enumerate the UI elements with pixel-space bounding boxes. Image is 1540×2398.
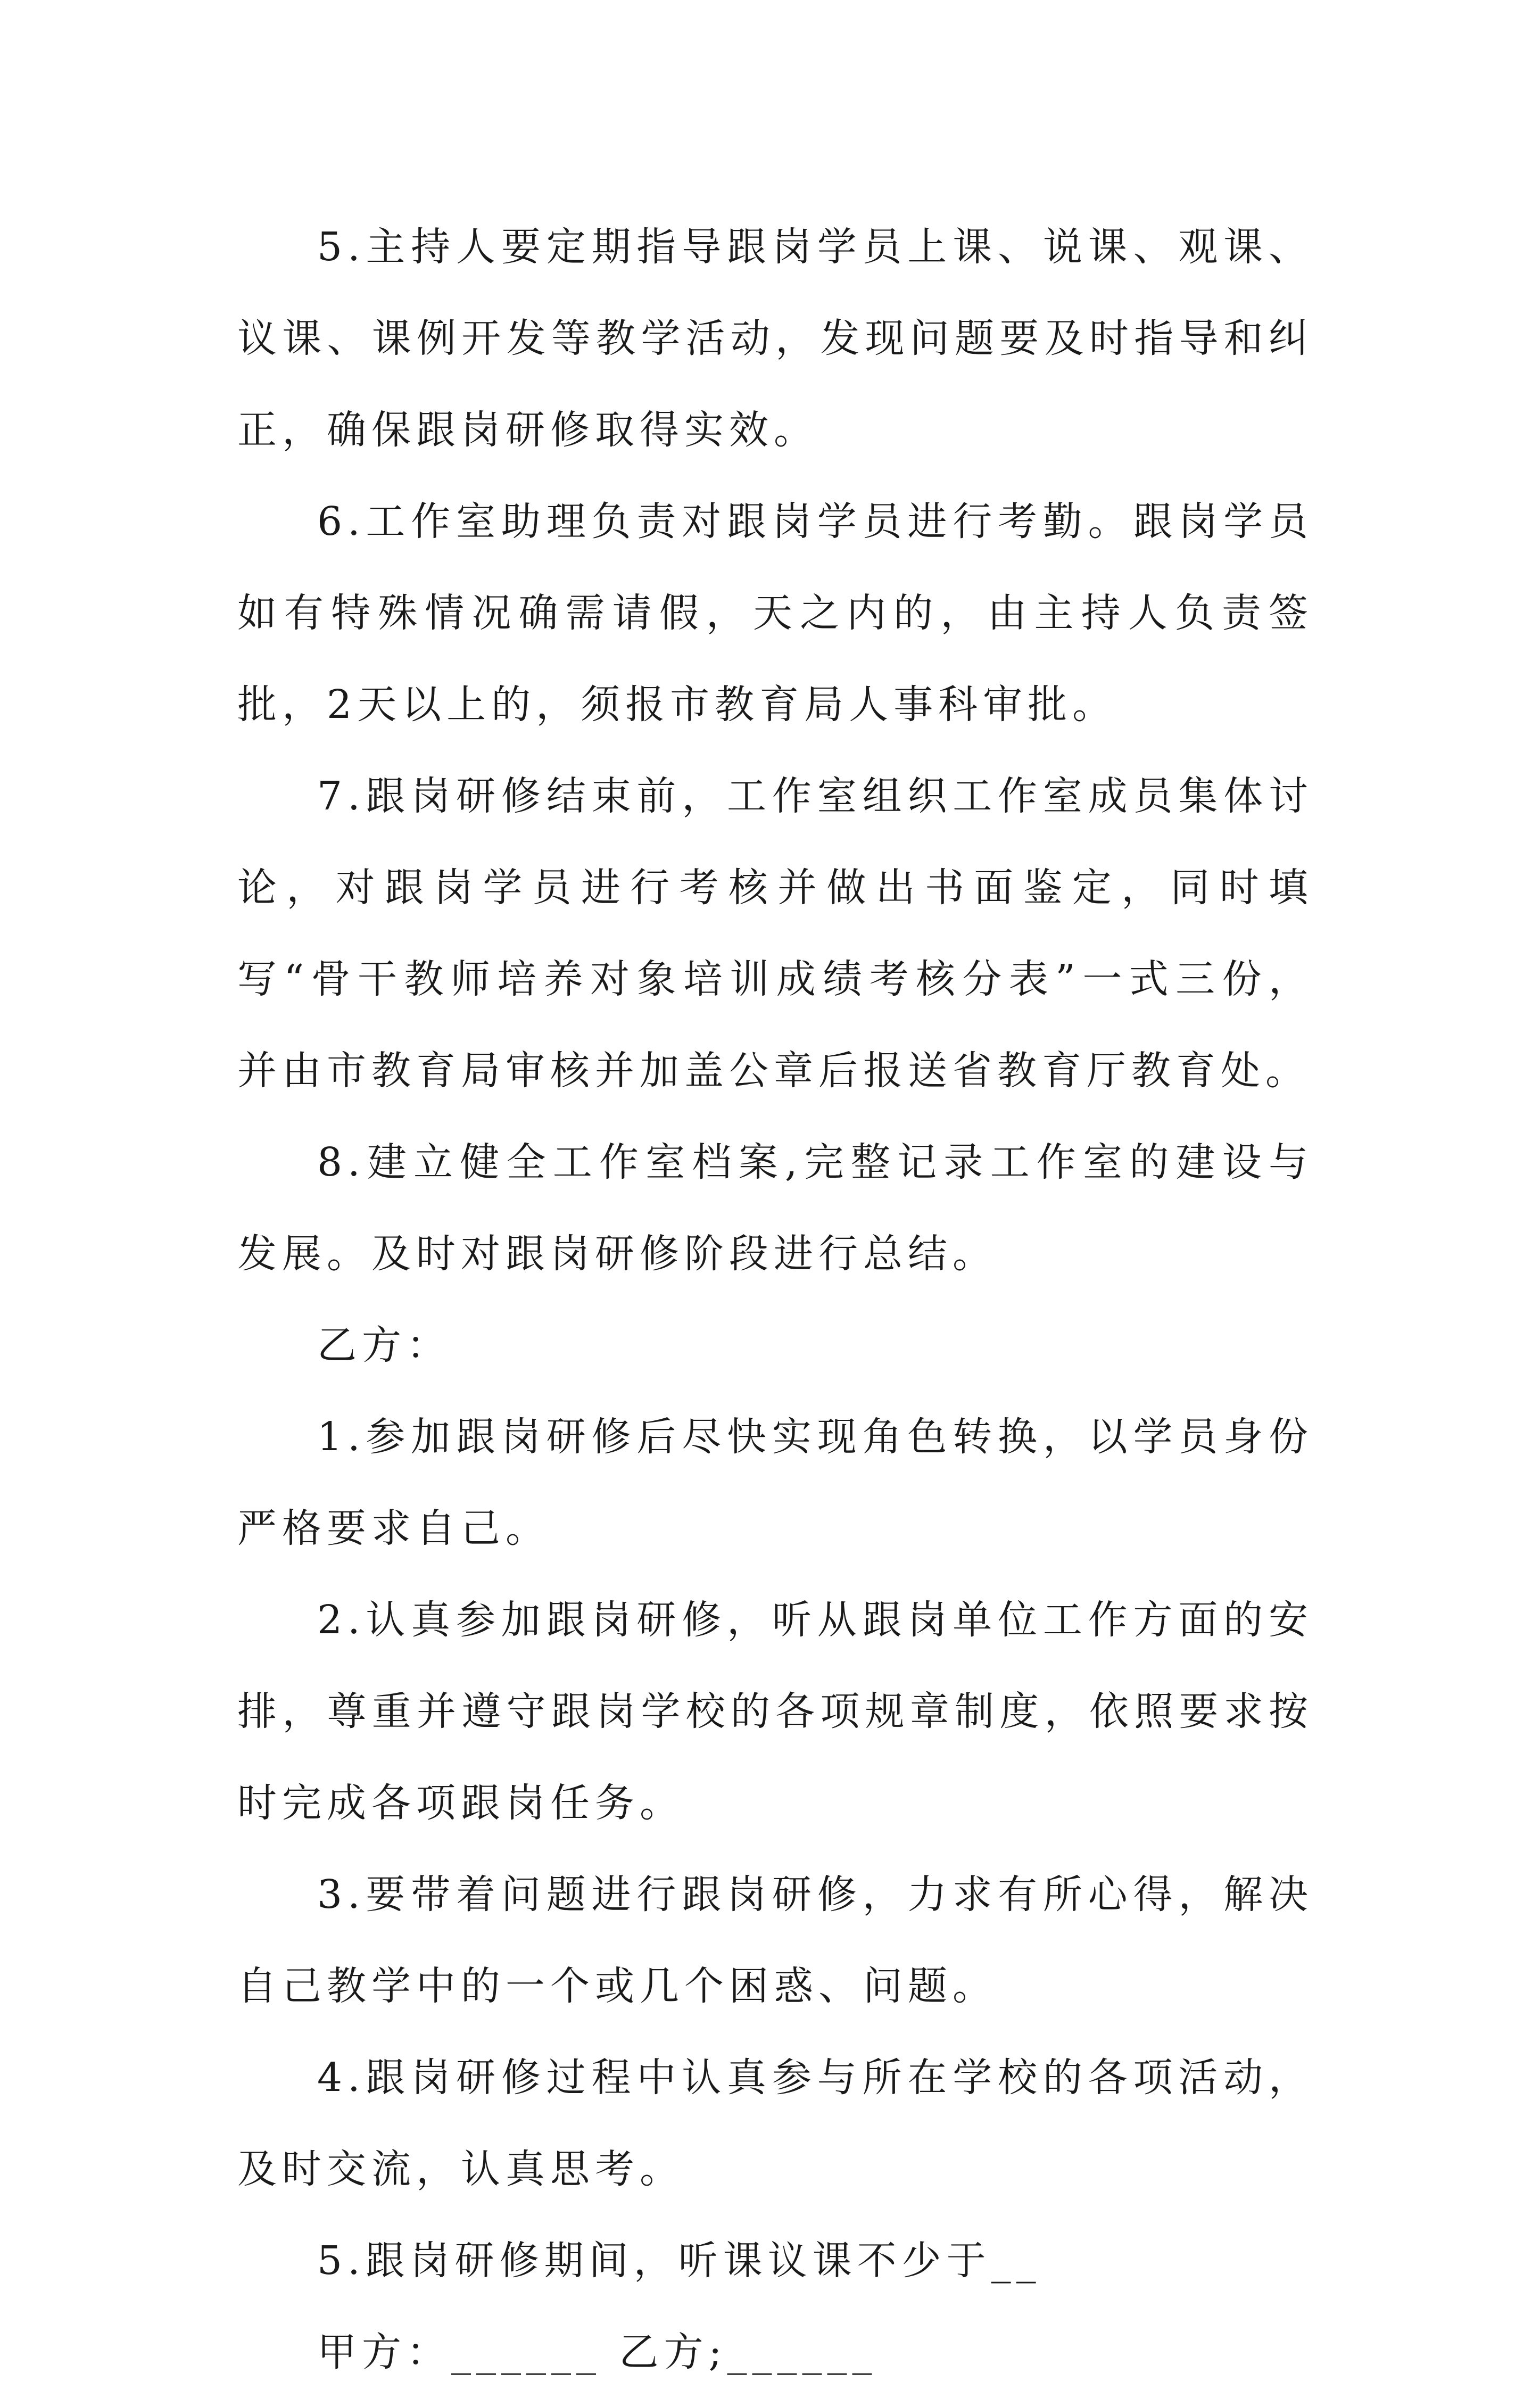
paragraph-role-change: 1.参加跟岗研修后尽快实现角色转换，以学员身份严格要求自己。 (237, 1414, 1313, 1551)
paragraph-attendance: 6.工作室助理负责对跟岗学员进行考勤。跟岗学员如有特殊情况确需请假，天之内的，由主持人负责签批，2天以上的，须报市教育局人事科审批。 (237, 499, 1313, 727)
paragraph-participation: 4.跟岗研修过程中认真参与所在学校的各项活动，及时交流，认真思考。 (237, 2055, 1313, 2192)
party-b-heading: 乙方： (317, 1322, 451, 1368)
paragraph-host-guidance: 5.主持人要定期指导跟岗学员上课、说课、观课、议课、课例开发等教学活动，发现问题要及时指导和纠正，确保跟岗研修取得实效。 (237, 224, 1313, 453)
document-body (237, 201, 1313, 2398)
signature-line: 甲方：______ 乙方;______ (317, 2329, 877, 2375)
paragraph-assessment: 7.跟岗研修结束前，工作室组织工作室成员集体讨论，对跟岗学员进行考核并做出书面鉴定，同时填写“骨干教师培养对象培训成绩考核分表”一式三份，并由市教育局审核并加盖公章后报送省教育厅教育处。 (237, 773, 1313, 1094)
paragraph-follow-arrangements: 2.认真参加跟岗研修，听从跟岗单位工作方面的安排，尊重并遵守跟岗学校的各项规章制度，依照要求按时完成各项跟岗任务。 (237, 1597, 1313, 1826)
paragraph-lesson-count: 5.跟岗研修期间，听课议课不少于__ (317, 2238, 1041, 2284)
paragraph-archives: 8.建立健全工作室档案,完整记录工作室的建设与发展。及时对跟岗研修阶段进行总结。 (237, 1139, 1313, 1277)
paragraph-problem-driven: 3.要带着问题进行跟岗研修，力求有所心得，解决自己教学中的一个或几个困惑、问题。 (237, 1872, 1313, 2009)
